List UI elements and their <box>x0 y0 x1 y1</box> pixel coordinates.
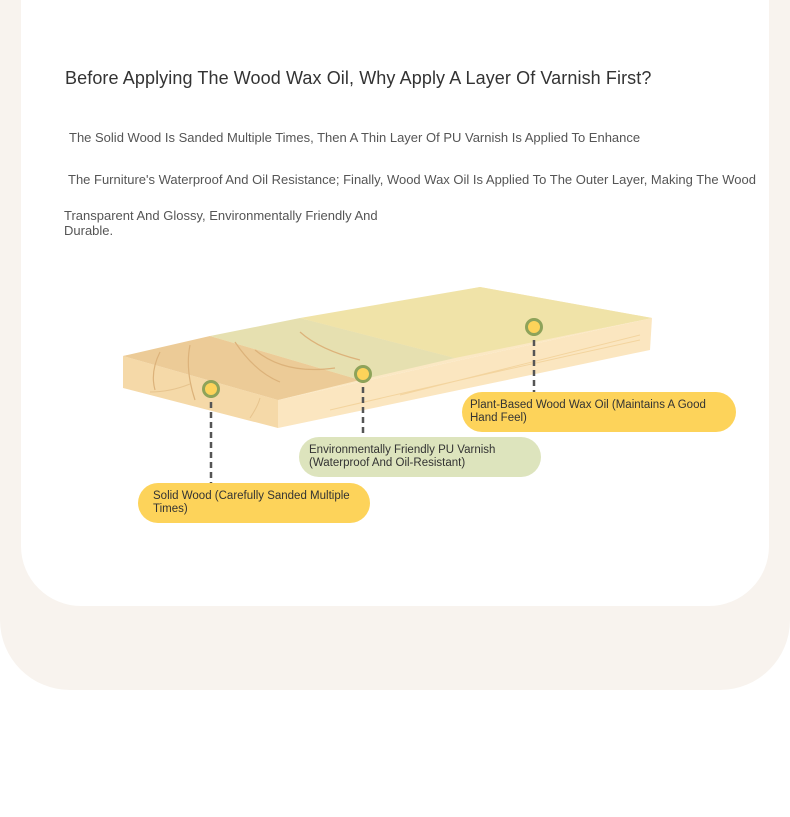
pu-varnish-marker-icon <box>356 367 371 382</box>
solid-wood-label <box>138 483 370 523</box>
page-title: Before Applying The Wood Wax Oil, Why Apply A Layer Of Varnish First? <box>65 68 652 88</box>
description-line-1: The Solid Wood Is Sanded Multiple Times, Then A Thin Layer Of PU Varnish Is Applied To Enhance <box>69 130 641 145</box>
pu-varnish-label <box>299 437 541 477</box>
wax-oil-label-text: Plant-Based Wood Wax Oil (Maintains A Good Hand Feel) <box>470 399 706 424</box>
wax-oil-marker-icon <box>527 320 542 335</box>
description-line-2: The Furniture's Waterproof And Oil Resistance; Finally, Wood Wax Oil Is Applied To The Outer Layer, Making The Wood <box>68 172 756 187</box>
description-line-3: Transparent And Glossy, Environmentally Friendly And Durable. <box>64 208 378 238</box>
wax-oil-label <box>462 392 736 432</box>
pu-varnish-label-text: Environmentally Friendly PU Varnish (Waterproof And Oil-Resistant) <box>309 444 496 469</box>
solid-wood-label-text: Solid Wood (Carefully Sanded Multiple Times) <box>153 490 350 515</box>
solid-wood-marker-icon <box>204 382 219 397</box>
